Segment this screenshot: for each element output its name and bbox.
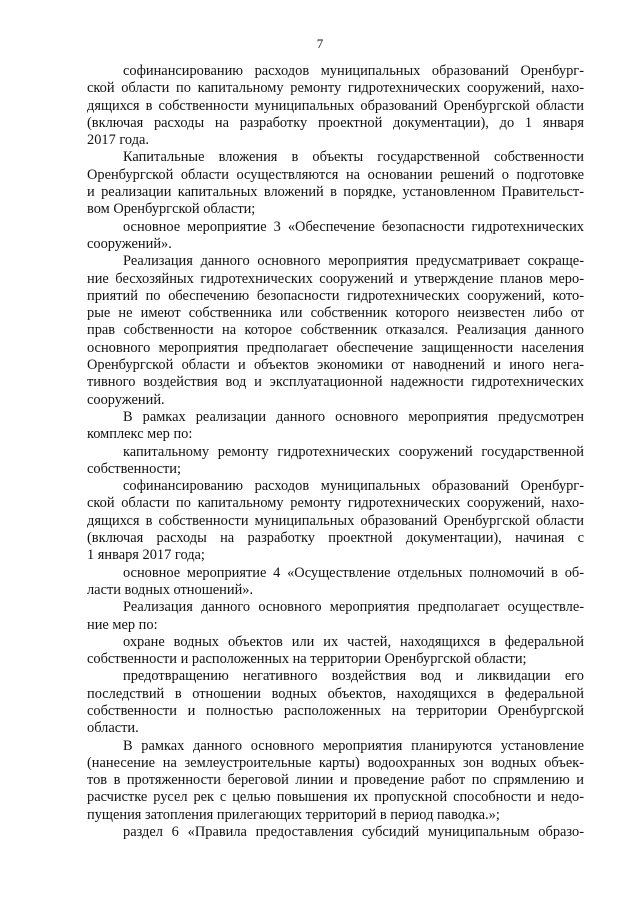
- text-line: тивного воздействия вод и эксплуатационной надежности гидротехнических: [87, 374, 584, 391]
- text-line: софинансированию расходов муниципальных образований Оренбург-: [123, 478, 584, 495]
- text-line: сооружений.: [87, 391, 165, 408]
- body-text: [87, 63, 584, 841]
- text-line: прав собственности на которое собственник отказался. Реализация данного: [87, 322, 584, 339]
- text-line: В рамках данного основного мероприятия планируются установление: [123, 737, 584, 754]
- text-line: ласти водных отношений».: [87, 581, 254, 598]
- text-line: раздел 6 «Правила предоставления субсидий муниципальным образо-: [123, 824, 584, 841]
- text-line: вом Оренбургской области;: [87, 201, 256, 218]
- text-line: (нанесение на землеустроительные карты) водоохранных зон водных объек-: [87, 754, 584, 771]
- text-line: и реализации капитальных вложений в порядке, установленном Правительст-: [87, 184, 584, 201]
- text-line: В рамках реализации данного основного мероприятия предусмотрен: [123, 408, 584, 425]
- text-line: софинансированию расходов муниципальных образований Оренбург-: [123, 63, 584, 79]
- text-line: основное мероприятие 4 «Осуществление отдельных полномочий в об-: [123, 564, 584, 581]
- text-line: 2017 года.: [87, 132, 150, 149]
- text-line: основное мероприятие 3 «Обеспечение безопасности гидротехнических: [123, 218, 584, 235]
- text-line: охране водных объектов или их частей, находящихся в федеральной: [123, 633, 584, 650]
- text-line: предотвращению негативного воздействия вод и ликвидации его: [123, 668, 584, 685]
- text-line: приятий по обеспечению безопасности гидротехнических сооружений, кото-: [87, 287, 584, 304]
- text-line: Капитальные вложения в объекты государственной собственности: [123, 149, 584, 166]
- text-line: тов в протяженности береговой линии и проведение работ по спрямлению и: [87, 772, 584, 789]
- text-line: (включая расходы на разработку проектной документации), до 1 января: [87, 114, 584, 131]
- text-line: капитальному ремонту гидротехнических сооружений государственной: [123, 443, 584, 460]
- text-line: собственности и полностью расположенных на территории Оренбургской: [87, 702, 584, 719]
- text-line: Оренбургской области осуществляются на основании решений о подготовке: [87, 166, 584, 183]
- text-line: ской области по капитальному ремонту гидротехнических сооружений, нахо-: [87, 495, 584, 512]
- text-line: комплекс мер по:: [87, 426, 193, 443]
- text-line: дящихся в собственности муниципальных образований Оренбургской области: [87, 512, 584, 529]
- text-line: последствий в отношении водных объектов, находящихся в федеральной: [87, 685, 584, 702]
- text-line: Реализация данного основного мероприятия предусматривает сокраще-: [123, 253, 584, 270]
- text-line: ние бесхозяйных гидротехнических сооружений и утверждение планов меро-: [87, 270, 584, 287]
- text-line: основного мероприятия предполагает обеспечение защищенности населения: [87, 339, 584, 356]
- text-line: собственности;: [87, 460, 182, 477]
- text-line: Реализация данного основного мероприятия предполагает осуществле-: [123, 599, 584, 616]
- text-line: дящихся в собственности муниципальных образований Оренбургской области: [87, 97, 584, 114]
- text-line: области.: [87, 720, 139, 737]
- text-line: 1 января 2017 года;: [87, 547, 205, 564]
- text-line: Оренбургской области и объектов экономики от наводнений и иного нега-: [87, 357, 584, 374]
- text-line: собственности и расположенных на территории Оренбургской области;: [87, 651, 527, 668]
- text-line: пущения затопления прилегающих территорий в период паводка.»;: [87, 806, 500, 823]
- text-line: расчистке русел рек с целью повышения их пропускной способности и недо-: [87, 789, 584, 806]
- text-line: ние мер по:: [87, 616, 158, 633]
- page-number: 7: [316, 36, 324, 51]
- text-line: ской области по капитальному ремонту гидротехнических сооружений, нахо-: [87, 80, 584, 97]
- text-line: (включая расходы на разработку проектной документации), начиная с: [87, 530, 584, 547]
- text-line: сооружений».: [87, 235, 172, 252]
- text-line: рые не имеют собственника или собственник которого неизвестен либо от: [87, 305, 584, 322]
